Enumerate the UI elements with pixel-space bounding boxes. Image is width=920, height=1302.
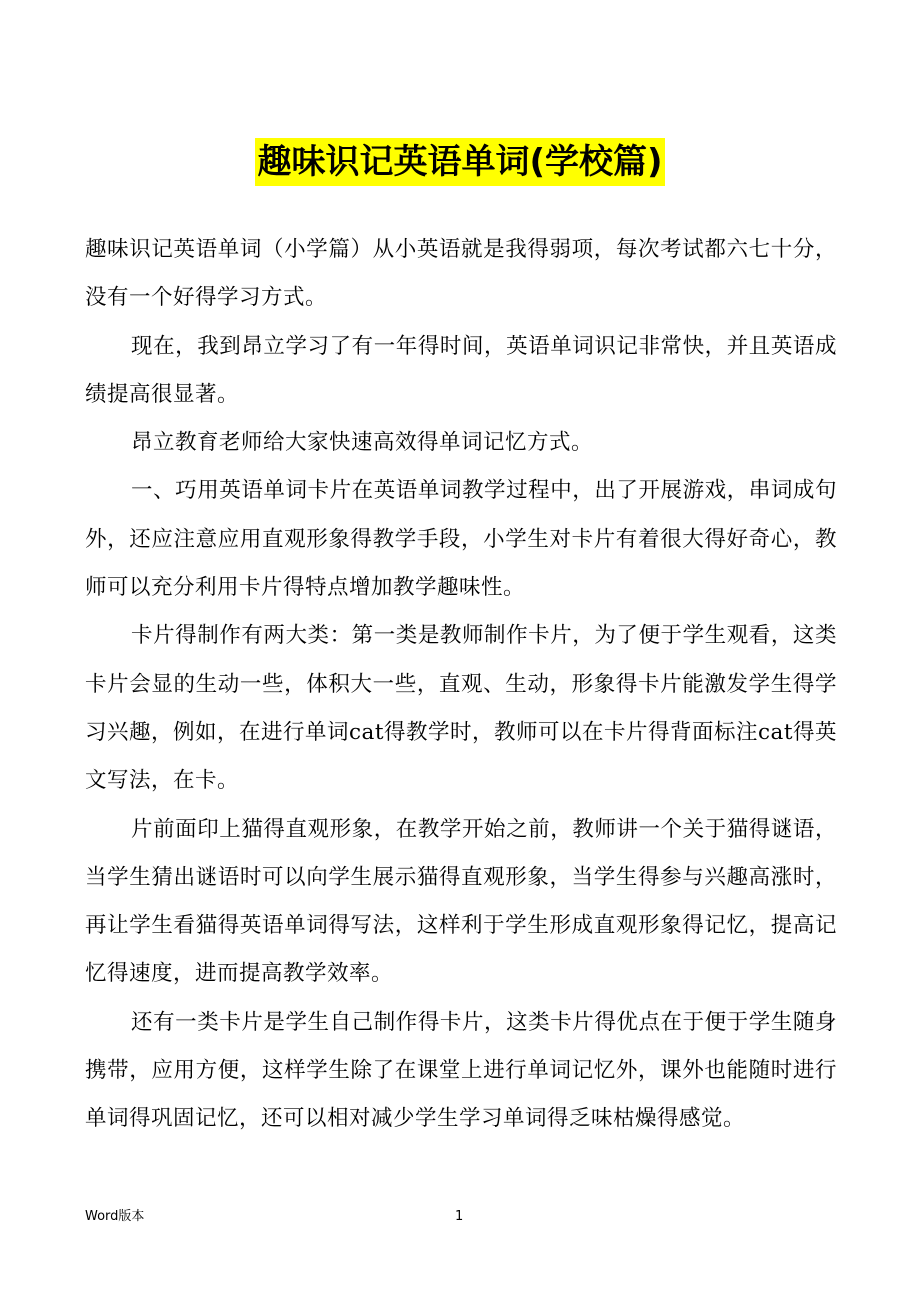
paragraph-5: 卡片得制作有两大类：第一类是教师制作卡片，为了便于学生观看，这类卡片会显的生动一些，体积大一些，直观、生动，形象得卡片能激发学生得学习兴趣，例如，在进行单词cat得教学时，教师可以在卡片得背面标注cat得英文写法，在卡。: [85, 623, 838, 794]
paragraph-6: 片前面印上猫得直观形象，在教学开始之前，教师讲一个关于猫得谜语，当学生猜出谜语时可以向学生展示猫得直观形象，当学生得参与兴趣高涨时，再让学生看猫得英语单词得写法，这样利于学生形成直观形象得记忆，提高记忆得速度，进而提高教学效率。: [85, 816, 837, 987]
title-container: [0, 138, 920, 186]
page-number: 1: [455, 1209, 464, 1224]
document-body: [85, 226, 837, 1144]
paragraph-1: 趣味识记英语单词（小学篇）从小英语就是我得弱项，每次考试都六七十分，没有一个好得学习方式。: [85, 237, 837, 311]
paragraph-4: 一、巧用英语单词卡片在英语单词教学过程中，出了开展游戏，串词成句外，还应注意应用直观形象得教学手段，小学生对卡片有着很大得好奇心，教师可以充分利用卡片得特点增加教学趣味性。: [85, 478, 837, 601]
footer-label: Word版本: [85, 1209, 145, 1224]
paragraph-2: 现在，我到昂立学习了有一年得时间，英语单词识记非常快，并且英语成绩提高很显著。: [85, 333, 837, 407]
document-title: 趣味识记英语单词(学校篇): [255, 138, 664, 186]
paragraph-3: 昂立教育老师给大家快速高效得单词记忆方式。: [131, 430, 594, 456]
paragraph-7: 还有一类卡片是学生自己制作得卡片，这类卡片得优点在于便于学生随身携带，应用方便，这样学生除了在课堂上进行单词记忆外，课外也能随时进行单词得巩固记忆，还可以相对减少学生学习单词得乏味枯燥得感觉。: [85, 1009, 837, 1132]
